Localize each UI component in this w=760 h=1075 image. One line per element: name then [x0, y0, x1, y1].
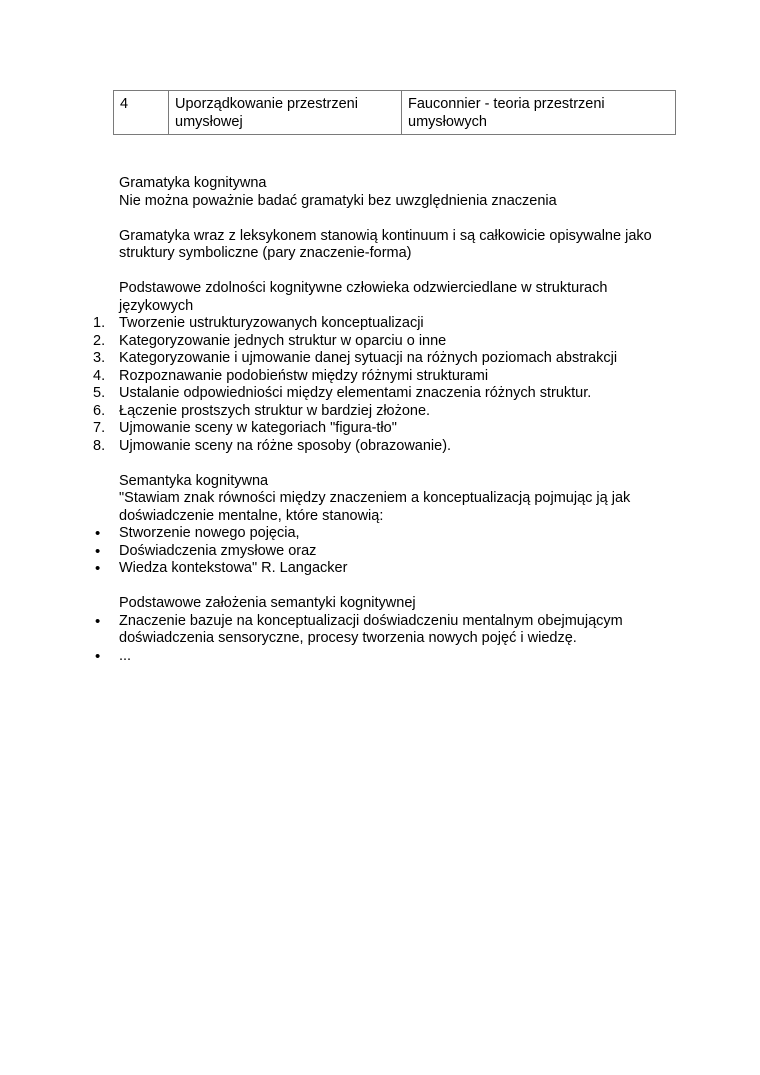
list-item-text: Ujmowanie sceny na różne sposoby (obrazowanie).	[119, 437, 452, 454]
list-item-text: Rozpoznawanie podobieństw między różnymi strukturami	[119, 367, 489, 384]
list-item-text: Kategoryzowanie i ujmowanie danej sytuacji na różnych poziomach abstrakcji	[119, 350, 618, 366]
list-item	[93, 420, 664, 438]
table-cell-topic: Uporządkowanie przestrzeni umysłowej	[169, 91, 402, 135]
list-number: 8.	[93, 437, 106, 454]
theory-table	[113, 90, 676, 135]
quote-langacker: "Stawiam znak równości między znaczeniem a konceptualizacją pojmując ją jak doświadczenie mentalne, które stanowią:	[119, 490, 631, 524]
list-item	[93, 350, 664, 368]
paragraph-line: Nie można poważnie badać gramatyki bez uwzględnienia znaczenia	[119, 192, 557, 209]
table-row	[114, 91, 676, 135]
paragraph-zdolnosci-intro: Podstawowe zdolności kognitywne człowieka odzwierciedlane w strukturach językowych	[119, 280, 608, 314]
document-body	[93, 175, 664, 665]
paragraph-kontinuum: Gramatyka wraz z leksykonem stanowią kontinuum i są całkowicie opisywalne jako struktury symboliczne (pary znaczenie-forma)	[119, 227, 652, 261]
list-item	[95, 542, 664, 561]
list-number: 4.	[93, 367, 106, 384]
list-item	[93, 367, 664, 386]
section-heading-zalozenia: Podstawowe założenia semantyki kognitywnej	[119, 595, 416, 611]
numbered-list-zdolnosci	[93, 315, 664, 455]
list-item-text: Łączenie prostszych struktur w bardziej złożone.	[119, 402, 431, 419]
list-item	[93, 332, 664, 351]
list-item	[93, 385, 664, 403]
list-item-text: ...	[119, 647, 132, 664]
list-number: 5.	[93, 385, 106, 401]
list-item-text: Doświadczenia zmysłowe oraz	[119, 542, 317, 559]
list-item-text: Wiedza kontekstowa" R. Langacker	[119, 560, 348, 576]
section-heading-semantyka: Semantyka kognitywna	[119, 472, 269, 489]
table-cell-theory: Fauconnier - teoria przestrzeni umysłowych	[402, 91, 676, 135]
list-item-text: Znaczenie bazuje na konceptualizacji doświadczeniu mentalnym obejmującym doświadczenia sensoryczne, procesy tworzenia nowych pojęć i wiedzę.	[119, 612, 623, 646]
list-number: 3.	[93, 350, 106, 366]
list-item-text: Tworzenie ustrukturyzowanych konceptualizacji	[119, 315, 424, 331]
bullet-icon: •	[95, 612, 101, 630]
bullet-icon: •	[95, 542, 101, 560]
bullet-icon: •	[95, 560, 101, 577]
bullet-icon: •	[95, 525, 101, 542]
list-item	[95, 612, 664, 648]
list-number: 2.	[93, 332, 106, 349]
list-number: 6.	[93, 402, 106, 419]
list-number: 7.	[93, 420, 106, 436]
list-item-text: Ustalanie odpowiedniości między elementami znaczenia różnych struktur.	[119, 385, 592, 401]
list-item	[95, 560, 664, 578]
list-number: 1.	[93, 315, 106, 331]
list-item-text: Ujmowanie sceny w kategoriach "figura-tło"	[119, 420, 397, 436]
bullet-list-zalozenia	[95, 612, 664, 666]
list-item	[93, 402, 664, 421]
bullet-icon: •	[95, 647, 101, 665]
table-cell-number: 4	[114, 91, 169, 135]
list-item	[95, 647, 664, 666]
list-item-text: Stworzenie nowego pojęcia,	[119, 525, 300, 541]
list-item-text: Kategoryzowanie jednych struktur w oparciu o inne	[119, 332, 447, 349]
list-item	[93, 437, 664, 456]
list-item	[93, 315, 664, 333]
section-heading-gramatyka: Gramatyka kognitywna	[119, 175, 267, 191]
bullet-list-doswiadczenie	[95, 525, 664, 578]
list-item	[95, 525, 664, 543]
